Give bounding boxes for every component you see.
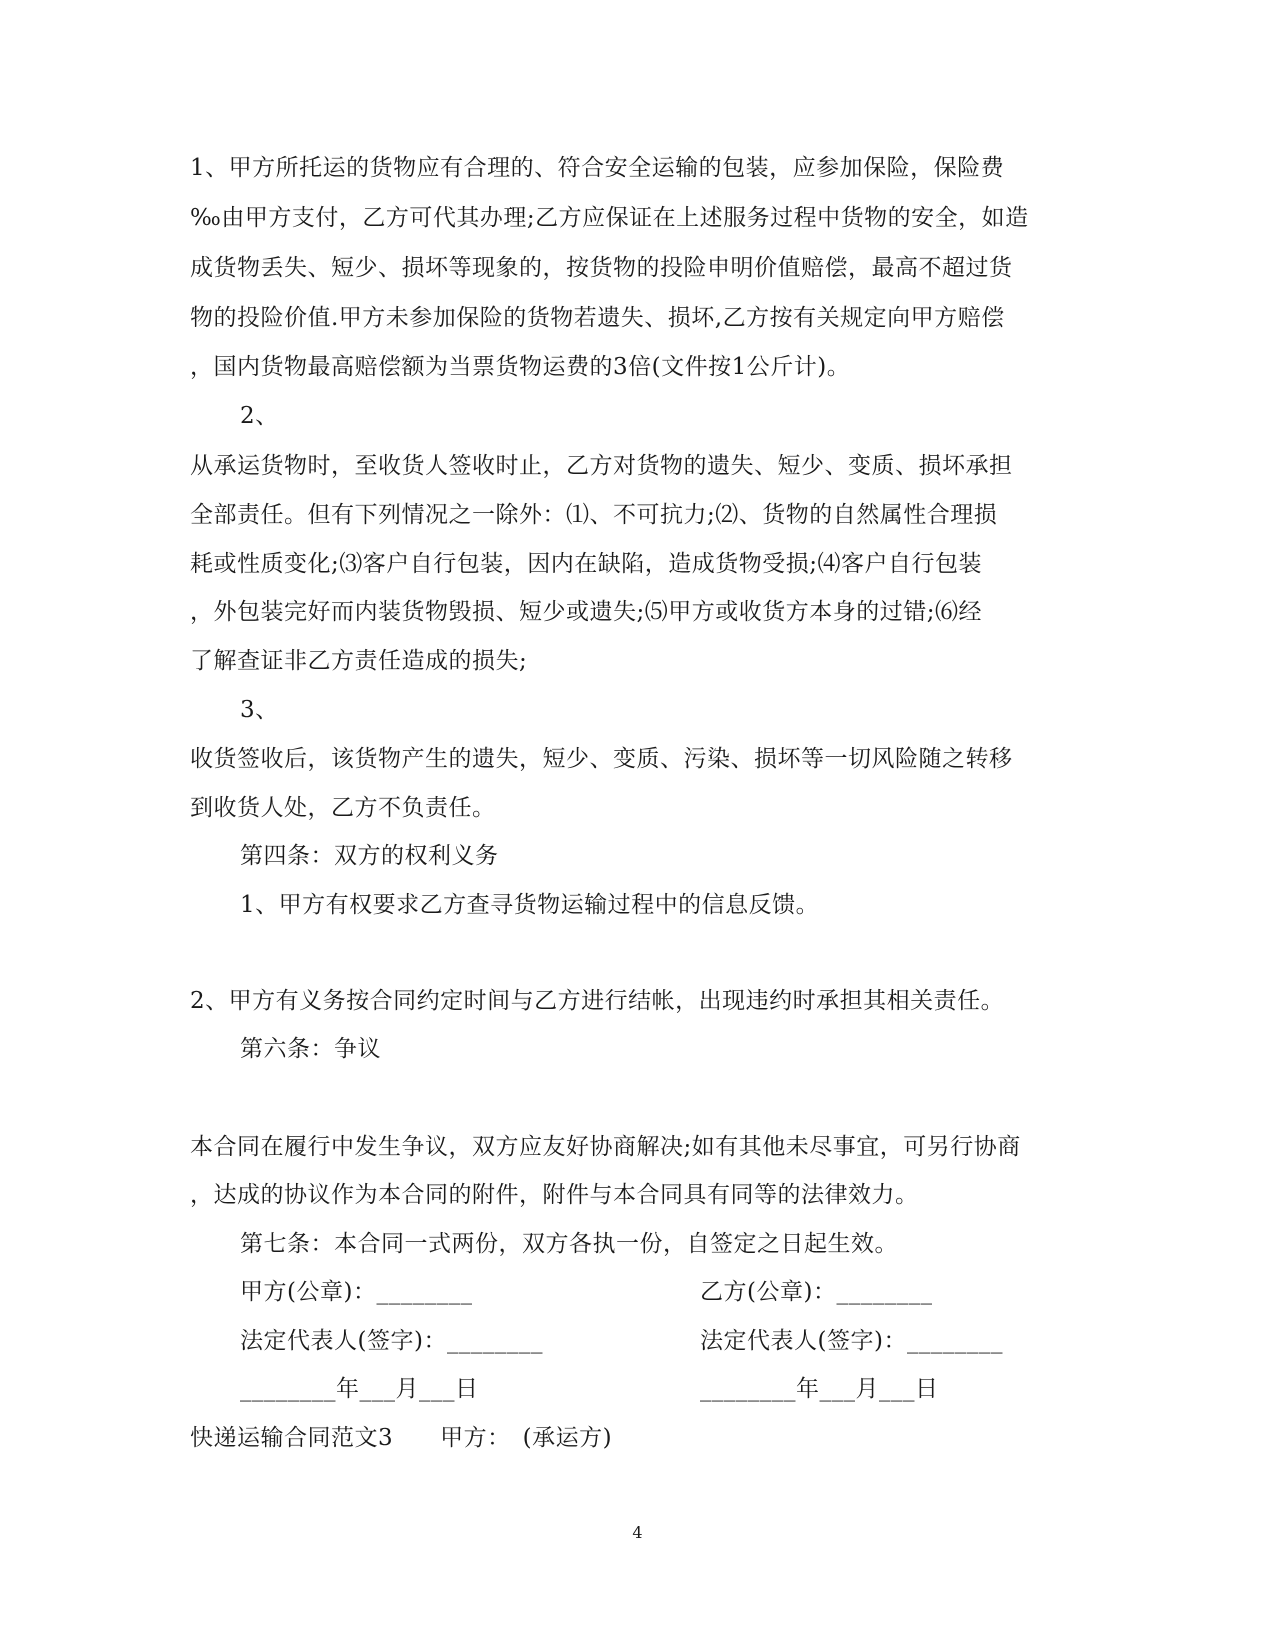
party-a-date: ________年___月___日 xyxy=(240,1376,479,1402)
clause1-line-1: 1、甲方所托运的货物应有合理的、符合安全运输的包装，应参加保险，保险费 xyxy=(190,155,1005,181)
article4-item2: 2、甲方有义务按合同约定时间与乙方进行结帐，出现违约时承担其相关责任。 xyxy=(190,988,1005,1014)
clause1-line-5: ，国内货物最高赔偿额为当票货物运费的3倍(文件按1公斤计)。 xyxy=(190,354,851,380)
clause2-line-1: 从承运货物时，至收货人签收时止，乙方对货物的遗失、短少、变质、损坏承担 xyxy=(190,453,1013,479)
clause3-line-2: 到收货人处，乙方不负责任。 xyxy=(190,795,496,821)
article4-item1: 1、甲方有权要求乙方查寻货物运输过程中的信息反馈。 xyxy=(240,892,820,918)
clause2-number: 2、 xyxy=(240,403,279,429)
party-b-seal: 乙方(公章)：________ xyxy=(700,1279,933,1305)
party-a-seal: 甲方(公章)：________ xyxy=(240,1279,473,1305)
article6-line-2: ，达成的协议作为本合同的附件，附件与本合同具有同等的法律效力。 xyxy=(190,1182,919,1208)
clause2-line-4: ，外包装完好而内装货物毁损、短少或遗失;⑸甲方或收货方本身的过错;⑹经 xyxy=(190,599,982,625)
clause2-line-5: 了解查证非乙方责任造成的损失; xyxy=(190,648,528,674)
page-number: 4 xyxy=(632,1523,643,1542)
clause3-number: 3、 xyxy=(240,697,279,723)
clause2-line-3: 耗或性质变化;⑶客户自行包装，因内在缺陷，造成货物受损;⑷客户自行包装 xyxy=(190,551,982,577)
party-a-representative: 法定代表人(签字)：________ xyxy=(240,1328,543,1354)
clause2-line-2: 全部责任。但有下列情况之一除外：⑴、不可抗力;⑵、货物的自然属性合理损 xyxy=(190,502,998,528)
next-contract-heading: 快递运输合同范文3 甲方： (承运方) xyxy=(190,1425,613,1451)
clause1-line-2: ‰由甲方支付，乙方可代其办理;乙方应保证在上述服务过程中货物的安全，如造 xyxy=(190,205,1029,231)
clause1-line-4: 物的投险价值.甲方未参加保险的货物若遗失、损坏,乙方按有关规定向甲方赔偿 xyxy=(190,305,1005,331)
clause3-line-1: 收货签收后，该货物产生的遗失，短少、变质、污染、损坏等一切风险随之转移 xyxy=(190,746,1013,772)
article6-title: 第六条：争议 xyxy=(240,1036,381,1062)
clause1-line-3: 成货物丢失、短少、损坏等现象的，按货物的投险申明价值赔偿，最高不超过货 xyxy=(190,255,1013,281)
party-b-representative: 法定代表人(签字)：________ xyxy=(700,1328,1003,1354)
article4-title: 第四条：双方的权利义务 xyxy=(240,843,499,869)
article6-line-1: 本合同在履行中发生争议，双方应友好协商解决;如有其他未尽事宜，可另行协商 xyxy=(190,1134,1021,1160)
article7-text: 第七条：本合同一式两份，双方各执一份，自签定之日起生效。 xyxy=(240,1231,898,1257)
party-b-date: ________年___月___日 xyxy=(700,1376,939,1402)
